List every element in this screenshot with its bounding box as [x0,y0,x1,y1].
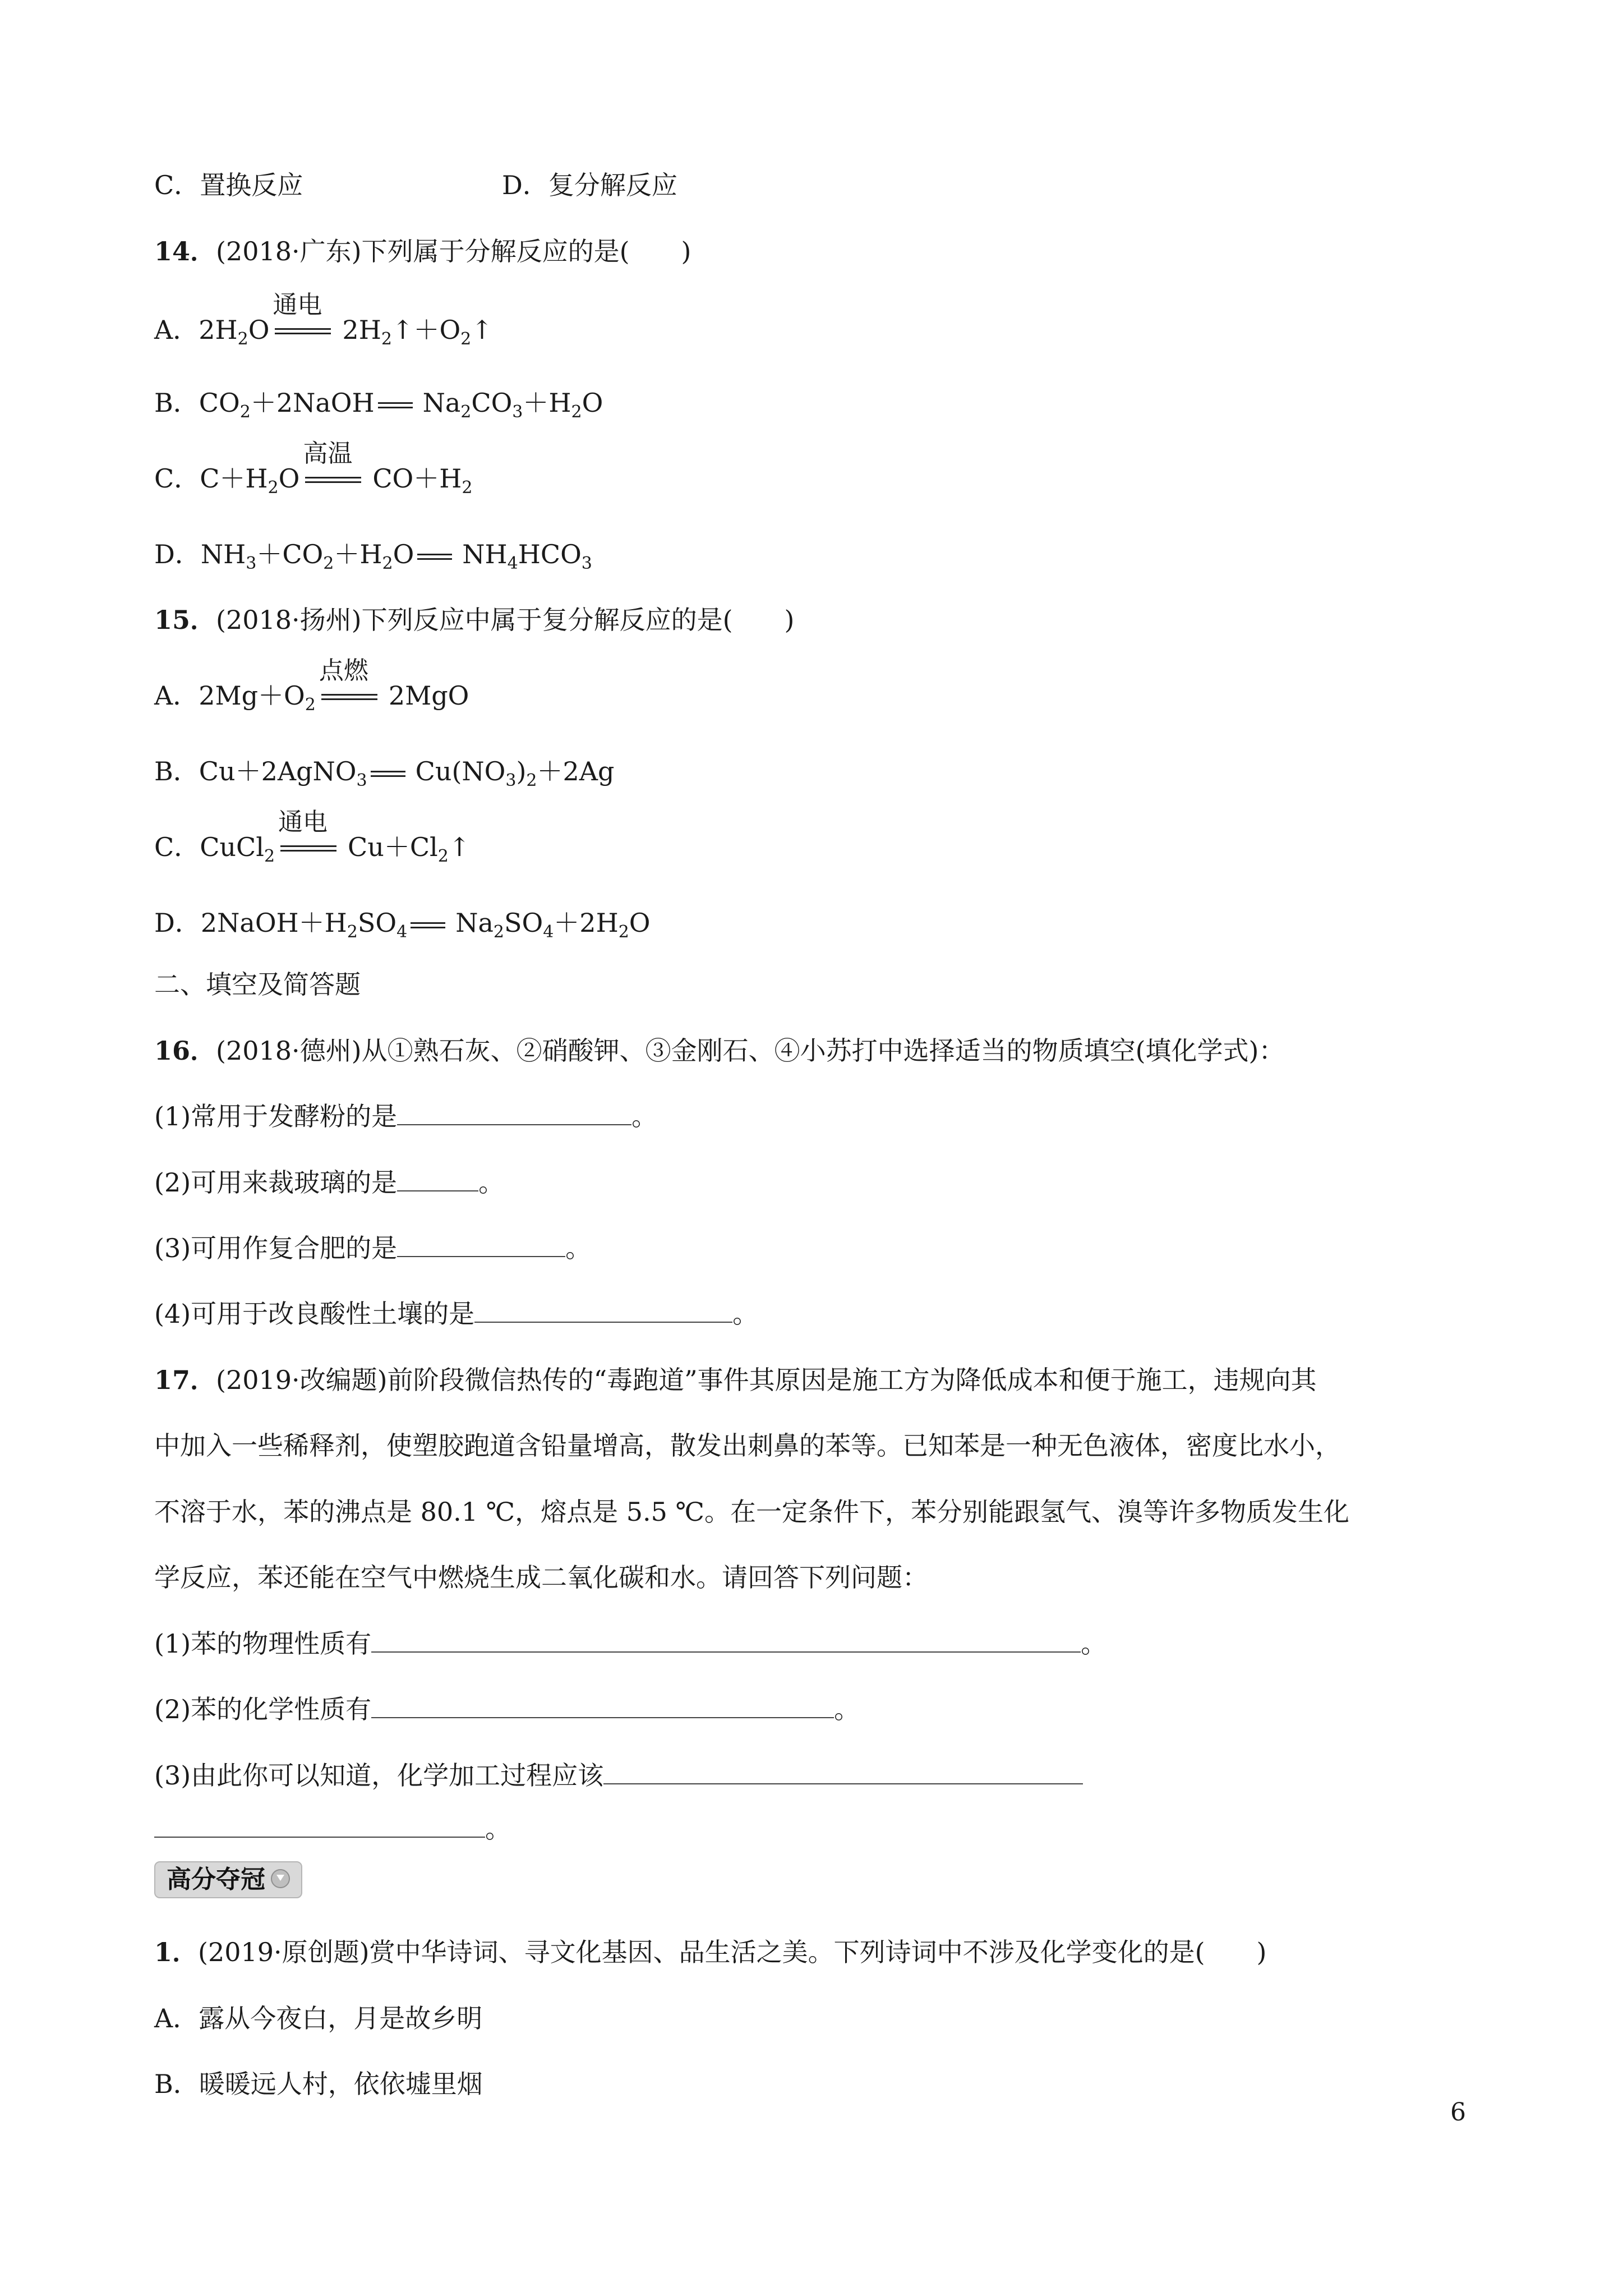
q14-option-a: A．$2H_2O$ 通电 $2H_2↑+O_2↑$ [154,291,493,349]
arrow-down-circle-icon [271,1869,290,1888]
section-badge: 高分夺冠 [154,1861,302,1898]
q14-option-b: B．$CO_2+2NaOH$ $Na_2CO_3+H_2O$ [154,388,603,422]
reaction-condition-arrow: 通电 [280,830,336,864]
q16-part-3: (3)可用作复合肥的是 。 [154,1231,591,1265]
q15-option-d: D．$2NaOH+H_2SO_4$ $Na_2SO_4+2H_2O$ [154,908,651,942]
answer-blank[interactable] [397,1231,565,1257]
q13-option-d: D．复分解反应 [502,170,677,200]
reaction-condition-arrow: 通电 [275,313,331,347]
answer-blank[interactable] [397,1166,478,1191]
answer-blank[interactable] [397,1099,631,1125]
q15-option-a: A．$2Mg+O_2$ 点燃 2MgO [154,656,469,715]
hq1-stem: 1．(2019·原创题)赏中华诗词、寻文化基因、品生活之美。下列诗词中不涉及化学变化的是( ) [154,1937,1267,1967]
q17-stem-line-4: 学反应，苯还能在空气中燃烧生成二氧化碳和水。请回答下列问题： [154,1562,928,1593]
answer-blank[interactable] [371,1627,1081,1653]
reaction-condition-arrow: 点燃 [321,679,377,712]
q17-part-3-continued: 。 [154,1812,511,1846]
hq1-option-b: B．暖暖远人村，依依墟里烟 [154,2069,483,2099]
answer-blank[interactable] [154,1812,485,1838]
q17-stem-line-3: 不溶于水，苯的沸点是 80.1 ℃，熔点是 5.5 ℃。在一定条件下，苯分别能跟氢气、溴等许多物质发生化 [154,1497,1349,1527]
q15-option-b: B．Cu＋2AgNO$_3$ $Cu(NO_3)_2+2Ag$ [154,756,615,790]
q14-option-c: C．$C+H_2O$ 高温 $CO+H_2$ [154,439,473,498]
answer-blank[interactable] [603,1759,1083,1784]
q17-part-2: (2)苯的化学性质有 。 [154,1692,860,1726]
q14-option-d: D．$NH_3+CO_2+H_2O$ $NH_4HCO_3$ [154,539,592,573]
answer-blank[interactable] [371,1692,834,1718]
q13-option-c: C．置换反应 [154,170,303,200]
q15-stem: 15．(2018·扬州)下列反应中属于复分解反应的是( ) [154,605,795,635]
reaction-condition-arrow: 高温 [305,462,361,495]
hq1-option-a: A．露从今夜白，月是故乡明 [154,2003,483,2033]
q16-part-1: (1)常用于发酵粉的是 。 [154,1099,657,1133]
q16-part-4: (4)可用于改良酸性土壤的是 。 [154,1297,758,1331]
answer-blank[interactable] [474,1297,732,1323]
q16-stem: 16．(2018·德州)从①熟石灰、②硝酸钾、③金刚石、④小苏打中选择适当的物质填空(填化学式)： [154,1036,1285,1066]
q17-part-3: (3)由此你可以知道，化学加工过程应该 [154,1759,1083,1792]
section-heading: 二、填空及简答题 [154,969,361,1000]
q17-stem-line-1: 17．(2019·改编题)前阶段微信热传的“毒跑道”事件其原因是施工方为降低成本和便于施工，违规向其 [154,1365,1317,1395]
q17-part-1: (1)苯的物理性质有 。 [154,1627,1106,1660]
q15-option-c: C．CuCl$_2$ 通电 $Cu+Cl_2↑$ [154,808,471,866]
page-number: 6 [1450,2098,1466,2127]
q17-stem-line-2: 中加入一些稀释剂，使塑胶跑道含铅量增高，散发出刺鼻的苯等。已知苯是一种无色液体，密度比水小， [154,1430,1341,1461]
q14-stem: 14．(2018·广东)下列属于分解反应的是( ) [154,236,691,266]
q16-part-2: (2)可用来裁玻璃的是 。 [154,1166,504,1199]
